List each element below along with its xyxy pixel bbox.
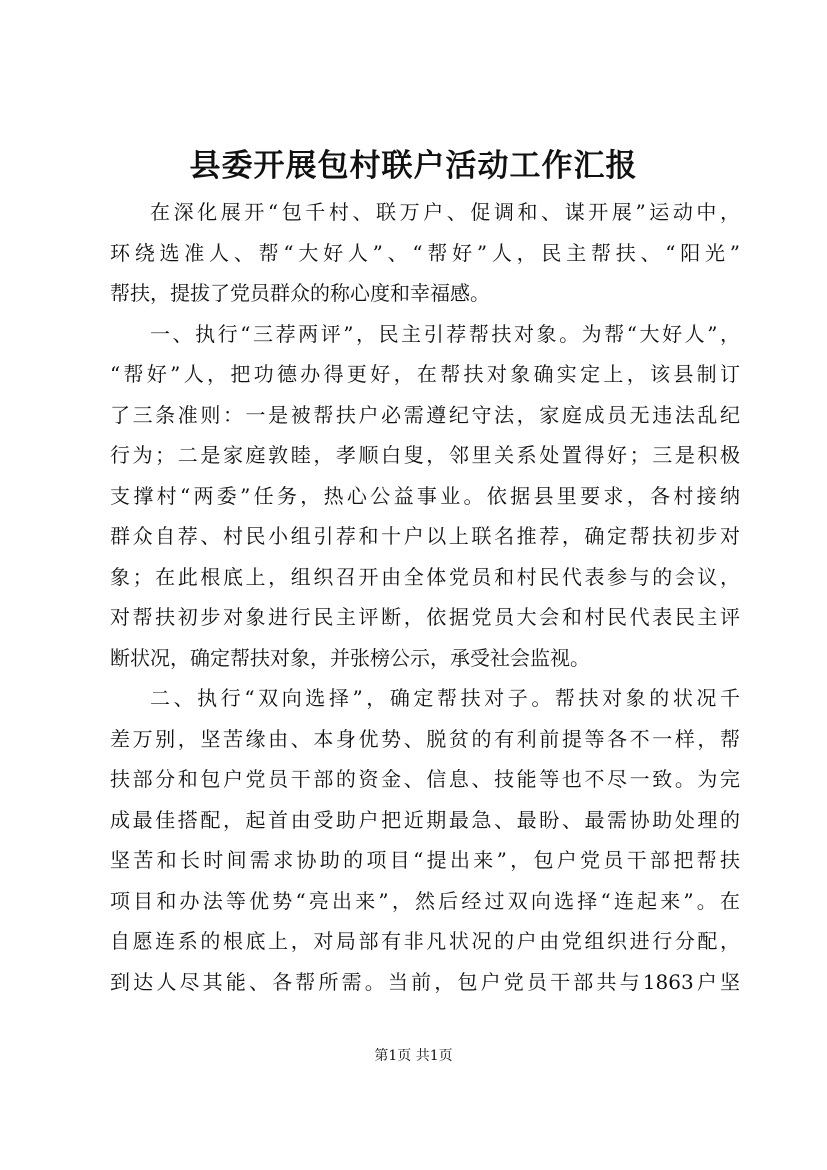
text-line: 在深化展开“包千村、联万户、促调和、谋开展”运动中，	[150, 200, 740, 224]
text-line: 差万别，坚苦缘由、本身优势、脱贫的有利前提等各不一样，帮	[110, 726, 740, 751]
text-line: 二、执行“双向选择”，确定帮扶对子。帮扶对象的状况千	[150, 686, 740, 710]
text-line: 帮扶，提拔了党员群众的称心度和幸福感。	[110, 281, 490, 305]
text-line: 环绕选准人、帮“大好人”、“帮好”人，民主帮扶、“阳光”	[110, 240, 740, 265]
text-line: “帮好”人，把功德办得更好，在帮扶对象确实定上，该县制订	[110, 362, 740, 386]
text-line: 群众自荐、村民小组引荐和十户以上联名推荐，确定帮扶初步对	[110, 524, 740, 548]
text-line: 断状况，确定帮扶对象，并张榜公示，承受社会监视。	[110, 645, 590, 670]
text-line: 行为；二是家庭敦睦，孝顺白叟，邻里关系处置得好；三是积极	[110, 443, 740, 467]
text-line: 支撑村“两委”任务，热心公益事业。依据县里要求，各村接纳	[110, 483, 740, 508]
text-line: 扶部分和包户党员干部的资金、信息、技能等也不尽一致。为完	[110, 767, 740, 791]
text-line: 坚苦和长时间需求协助的项目“提出来”，包户党员干部把帮扶	[110, 848, 740, 872]
text-line: 成最佳搭配，起首由受助户把近期最急、最盼、最需协助处理的	[110, 807, 740, 832]
text-line: 项目和办法等优势“亮出来”，然后经过双向选择“连起来”。在	[110, 888, 740, 913]
text-line: 对帮扶初步对象进行民主评断，依据党员大会和村民代表民主评	[110, 605, 740, 629]
document-title: 县委开展包村联户活动工作汇报	[189, 148, 638, 184]
text-line: 自愿连系的根底上，对局部有非凡状况的户由党组织进行分配，	[110, 929, 740, 953]
document-body	[110, 192, 740, 1002]
page-footer: 第1页 共1页	[374, 1048, 453, 1064]
text-line: 象；在此根底上，组织召开由全体党员和村民代表参与的会议，	[110, 564, 740, 589]
text-line: 到达人尽其能、各帮所需。当前，包户党员干部共与1863户坚	[110, 969, 740, 994]
text-line: 了三条准则：一是被帮扶户必需遵纪守法，家庭成员无违法乱纪	[110, 402, 740, 427]
text-line: 一、执行“三荐两评”，民主引荐帮扶对象。为帮“大好人”，	[150, 321, 740, 346]
